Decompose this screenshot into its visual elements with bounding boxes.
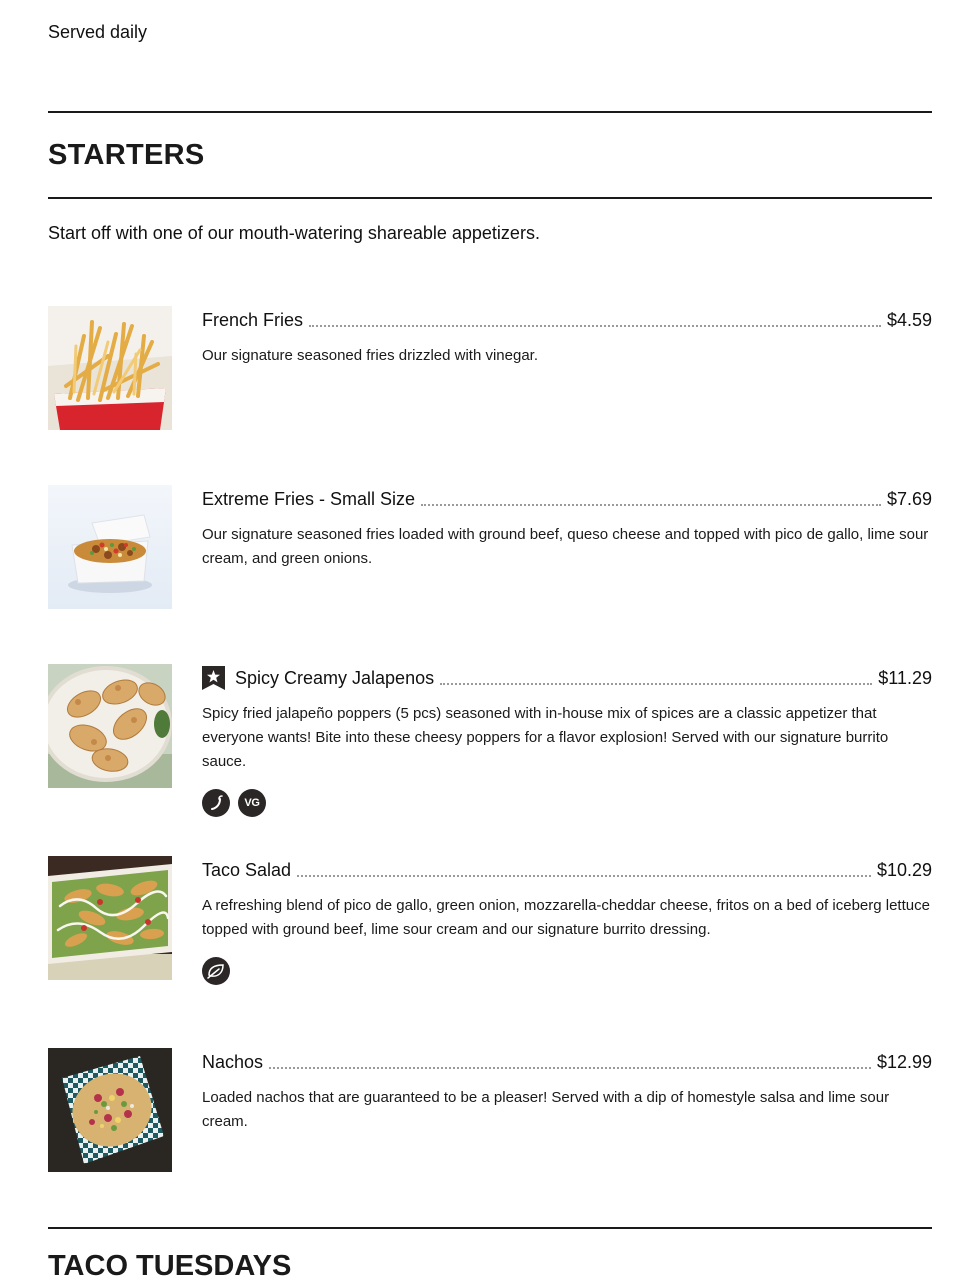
menu-item-name[interactable]: Extreme Fries - Small Size: [202, 489, 416, 509]
menu-item-name[interactable]: Nachos: [202, 1052, 264, 1072]
menu-item-title-row: [202, 307, 932, 333]
nachos-image[interactable]: [48, 1048, 172, 1172]
vegetarian-tag[interactable]: VG: [238, 789, 266, 817]
french-fries-image[interactable]: [48, 306, 172, 430]
menu-item-body: [202, 664, 932, 817]
menu-item-title-row: [202, 665, 932, 691]
served-daily-text: Served daily: [48, 22, 148, 42]
menu-item-title-row: [202, 486, 932, 512]
dotted-leader: [309, 325, 881, 327]
menu-item-description: Spicy fried jalapeño poppers (5 pcs) seasoned with in-house mix of spices are a classic appetizer that everyone wants! Bite into these cheesy poppers for a flavor explosion! Served with our signature burrito sauce.: [202, 705, 889, 770]
menu-item-description: Loaded nachos that are guaranteed to be a pleaser! Served with a dip of homestyle salsa and lime sour cream.: [202, 1089, 890, 1130]
star-badge-icon: [202, 666, 225, 690]
menu-item-price: $10.29: [876, 860, 932, 880]
menu-item-body: [202, 1048, 932, 1134]
dietary-tags: [202, 789, 932, 817]
dotted-leader: [269, 1067, 871, 1069]
next-section-divider: [48, 1227, 932, 1229]
menu-item-body: [202, 856, 932, 985]
menu-item-description: A refreshing blend of pico de gallo, green onion, mozzarella-cheddar cheese, fritos on a bed of iceberg lettuce topped with ground beef, lime sour cream and our signature burrito dressing.: [202, 897, 930, 938]
menu-item-description: Our signature seasoned fries loaded with ground beef, queso cheese and topped with pico de gallo, lime sour cream, and green onions.: [202, 526, 929, 567]
menu-item-name[interactable]: Taco Salad: [202, 860, 292, 880]
extreme-fries-image[interactable]: [48, 485, 172, 609]
dietary-tags: [202, 957, 932, 985]
section-bottom-divider: [48, 197, 932, 199]
section-title: STARTERS: [48, 139, 205, 171]
dotted-leader: [440, 683, 872, 685]
leaf-icon[interactable]: [202, 957, 230, 985]
taco-salad-image[interactable]: [48, 856, 172, 980]
menu-item-description: Our signature seasoned fries drizzled with vinegar.: [202, 347, 539, 364]
chili-pepper-icon[interactable]: [202, 789, 230, 817]
menu-item-price: $12.99: [876, 1052, 932, 1072]
next-section-title: TACO TUESDAYS: [48, 1250, 292, 1282]
menu-item-price: $4.59: [886, 310, 932, 330]
menu-item-price: $7.69: [886, 489, 932, 509]
menu-item-title-row: [202, 1049, 932, 1075]
menu-item-name[interactable]: Spicy Creamy Jalapenos: [235, 668, 435, 688]
jalapeno-poppers-image[interactable]: [48, 664, 172, 788]
menu-item-price: $11.29: [878, 668, 932, 688]
dotted-leader: [421, 504, 881, 506]
section-intro: Start off with one of our mouth-watering shareable appetizers.: [48, 223, 540, 243]
section-top-divider: [48, 111, 932, 113]
menu-item-title-row: [202, 857, 932, 883]
menu-item-name[interactable]: French Fries: [202, 310, 304, 330]
menu-item-body: [202, 306, 932, 368]
menu-item-body: [202, 485, 932, 571]
dotted-leader: [297, 875, 871, 877]
